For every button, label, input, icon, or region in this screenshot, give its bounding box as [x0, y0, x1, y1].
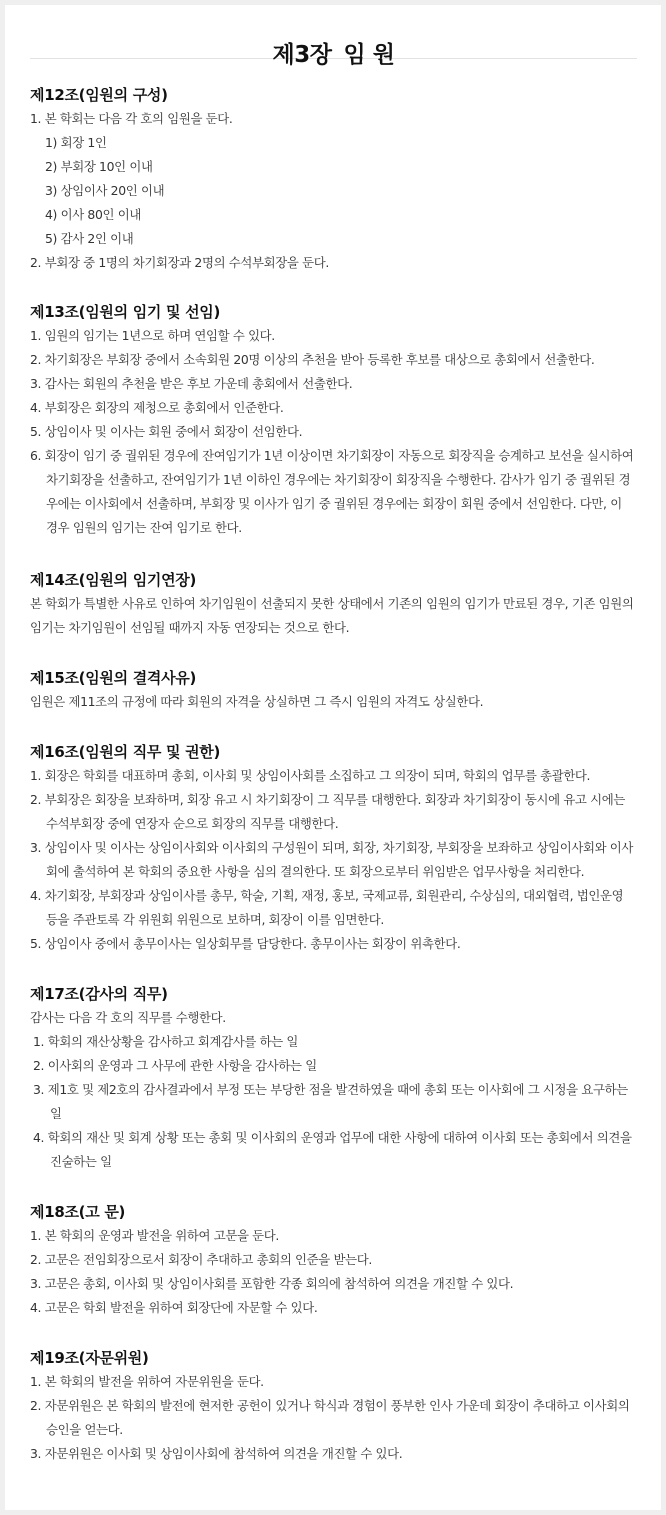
- article-paragraph: 임원은 제11조의 규정에 따라 회원의 자격을 상실하면 그 즉시 임원의 자격도 상실한다.: [30, 694, 484, 709]
- article-paragraph: 본 학회가 특별한 사유로 인하여 차기임원이 선출되지 못한 상태에서 기존의 임원의 임기가 만료된 경우, 기존 임원의 임기는 차기임원이 선임될 때까지 자동 연장되는 것으로 한다.: [30, 596, 634, 635]
- clause-item: 5. 상임이사 및 이사는 회원 중에서 회장이 선임한다.: [30, 424, 303, 439]
- chapter-title: [30, 5, 637, 68]
- article-13: [30, 300, 637, 540]
- clause-item: 1. 본 학회의 운영과 발전을 위하여 고문을 둔다.: [30, 1228, 279, 1243]
- article-16: [30, 740, 637, 956]
- clause-item: 4. 학회의 재산 및 회계 상황 또는 총회 및 이사회의 운영과 업무에 대한 사항에 대하여 이사회 또는 총회에서 의견을 진술하는 일: [33, 1130, 632, 1169]
- clause-item: 2. 고문은 전임회장으로서 회장이 추대하고 총회의 인준을 받는다.: [30, 1252, 372, 1267]
- article-heading: 제15조(임원의 결격사유): [30, 669, 197, 687]
- clause-item: 6. 회장이 임기 중 궐위된 경우에 잔여임기가 1년 이상이면 차기회장이 자동으로 회장직을 승계하고 보선을 실시하여 차기회장을 선출하고, 잔여임기가 1년 이하인 경우에는 차기회장이 회장직을 수행한다. 감사가 임기 중 궐위된 경우에는 이사회에서 선출하며, 부회장 및 이사가 임기 중 궐위된 경우에는 회장이 회원 중에서 선임한다. 다만, 이 경우 임원의 임기는 잔여 임기로 한다.: [30, 448, 634, 535]
- clause-item: 2. 차기회장은 부회장 중에서 소속회원 20명 이상의 추천을 받아 등록한 후보를 대상으로 총회에서 선출한다.: [30, 352, 595, 367]
- clause-item: 4. 차기회장, 부회장과 상임이사를 총무, 학술, 기획, 재정, 홍보, 국제교류, 회원관리, 수상심의, 대외협력, 법인운영 등을 주관토록 각 위원회 위원으로 보하며, 회장이 이를 임면한다.: [30, 888, 624, 927]
- article-17: [30, 982, 637, 1174]
- clause-item: 2. 부회장 중 1명의 차기회장과 2명의 수석부회장을 둔다.: [30, 255, 329, 270]
- clause-item: 4. 고문은 학회 발전을 위하여 회장단에 자문할 수 있다.: [30, 1300, 318, 1315]
- article-heading: 제17조(감사의 직무): [30, 985, 168, 1003]
- sub-clause: 5) 감사 2인 이내: [45, 231, 134, 246]
- clause-item: 3. 상임이사 및 이사는 상임이사회와 이사회의 구성원이 되며, 회장, 차기회장, 부회장을 보좌하고 상임이사회와 이사회에 출석하여 본 학회의 중요한 사항을 심의 결의한다. 또 회장으로부터 위임받은 업무사항을 처리한다.: [30, 840, 634, 879]
- article-19: [30, 1346, 637, 1466]
- article-heading: 제16조(임원의 직무 및 권한): [30, 743, 221, 761]
- article-paragraph: 감사는 다음 각 호의 직무를 수행한다.: [30, 1010, 226, 1025]
- sub-clause: 1) 회장 1인: [45, 135, 107, 150]
- chapter-name: 임 원: [343, 42, 395, 68]
- clause-item: 3. 감사는 회원의 추천을 받은 후보 가운데 총회에서 선출한다.: [30, 376, 353, 391]
- clause-item: 3. 제1호 및 제2호의 감사결과에서 부정 또는 부당한 점을 발견하였을 때에 총회 또는 이사회에 그 시정을 요구하는 일: [33, 1082, 628, 1121]
- article-18: [30, 1200, 637, 1320]
- clause-item: 1. 회장은 학회를 대표하며 총회, 이사회 및 상임이사회를 소집하고 그 의장이 되며, 학회의 업무를 총괄한다.: [30, 768, 591, 783]
- clause-item: 1. 학회의 재산상황을 감사하고 회계감사를 하는 일: [33, 1034, 299, 1049]
- article-12: [30, 83, 637, 275]
- clause-item: 2. 이사회의 운영과 그 사무에 관한 사항을 감사하는 일: [33, 1058, 317, 1073]
- clause-item: 4. 부회장은 회장의 제청으로 총회에서 인준한다.: [30, 400, 284, 415]
- article-14: [30, 568, 637, 640]
- sub-clause: 4) 이사 80인 이내: [45, 207, 141, 222]
- article-heading: 제12조(임원의 구성): [30, 86, 168, 104]
- chapter-number: 제3장: [272, 42, 332, 68]
- clause-item: 1. 임원의 임기는 1년으로 하며 연임할 수 있다.: [30, 328, 275, 343]
- clause-item: 3. 고문은 총회, 이사회 및 상임이사회를 포함한 각종 회의에 참석하여 의견을 개진할 수 있다.: [30, 1276, 514, 1291]
- clause-item: 2. 자문위원은 본 학회의 발전에 현저한 공헌이 있거나 학식과 경험이 풍부한 인사 가운데 회장이 추대하고 이사회의 승인을 얻는다.: [30, 1398, 630, 1437]
- sub-clause: 3) 상임이사 20인 이내: [45, 183, 165, 198]
- sub-clause: 2) 부회장 10인 이내: [45, 159, 153, 174]
- article-heading: 제13조(임원의 임기 및 선임): [30, 303, 221, 321]
- document-page: [5, 5, 661, 1510]
- article-heading: 제14조(임원의 임기연장): [30, 571, 197, 589]
- clause-item: 5. 상임이사 중에서 총무이사는 일상회무를 담당한다. 총무이사는 회장이 위촉한다.: [30, 936, 461, 951]
- article-list: [30, 83, 637, 1466]
- clause-item: 1. 본 학회의 발전을 위하여 자문위원을 둔다.: [30, 1374, 264, 1389]
- clause-item: 2. 부회장은 회장을 보좌하며, 회장 유고 시 차기회장이 그 직무를 대행한다. 회장과 차기회장이 동시에 유고 시에는 수석부회장 중에 연장자 순으로 회장의 직무를 대행한다.: [30, 792, 625, 831]
- clause-item: 3. 자문위원은 이사회 및 상임이사회에 참석하여 의견을 개진할 수 있다.: [30, 1446, 403, 1461]
- article-heading: 제19조(자문위원): [30, 1349, 149, 1367]
- article-15: [30, 666, 637, 714]
- article-heading: 제18조(고 문): [30, 1203, 126, 1221]
- clause-item: 1. 본 학회는 다음 각 호의 임원을 둔다.: [30, 111, 233, 126]
